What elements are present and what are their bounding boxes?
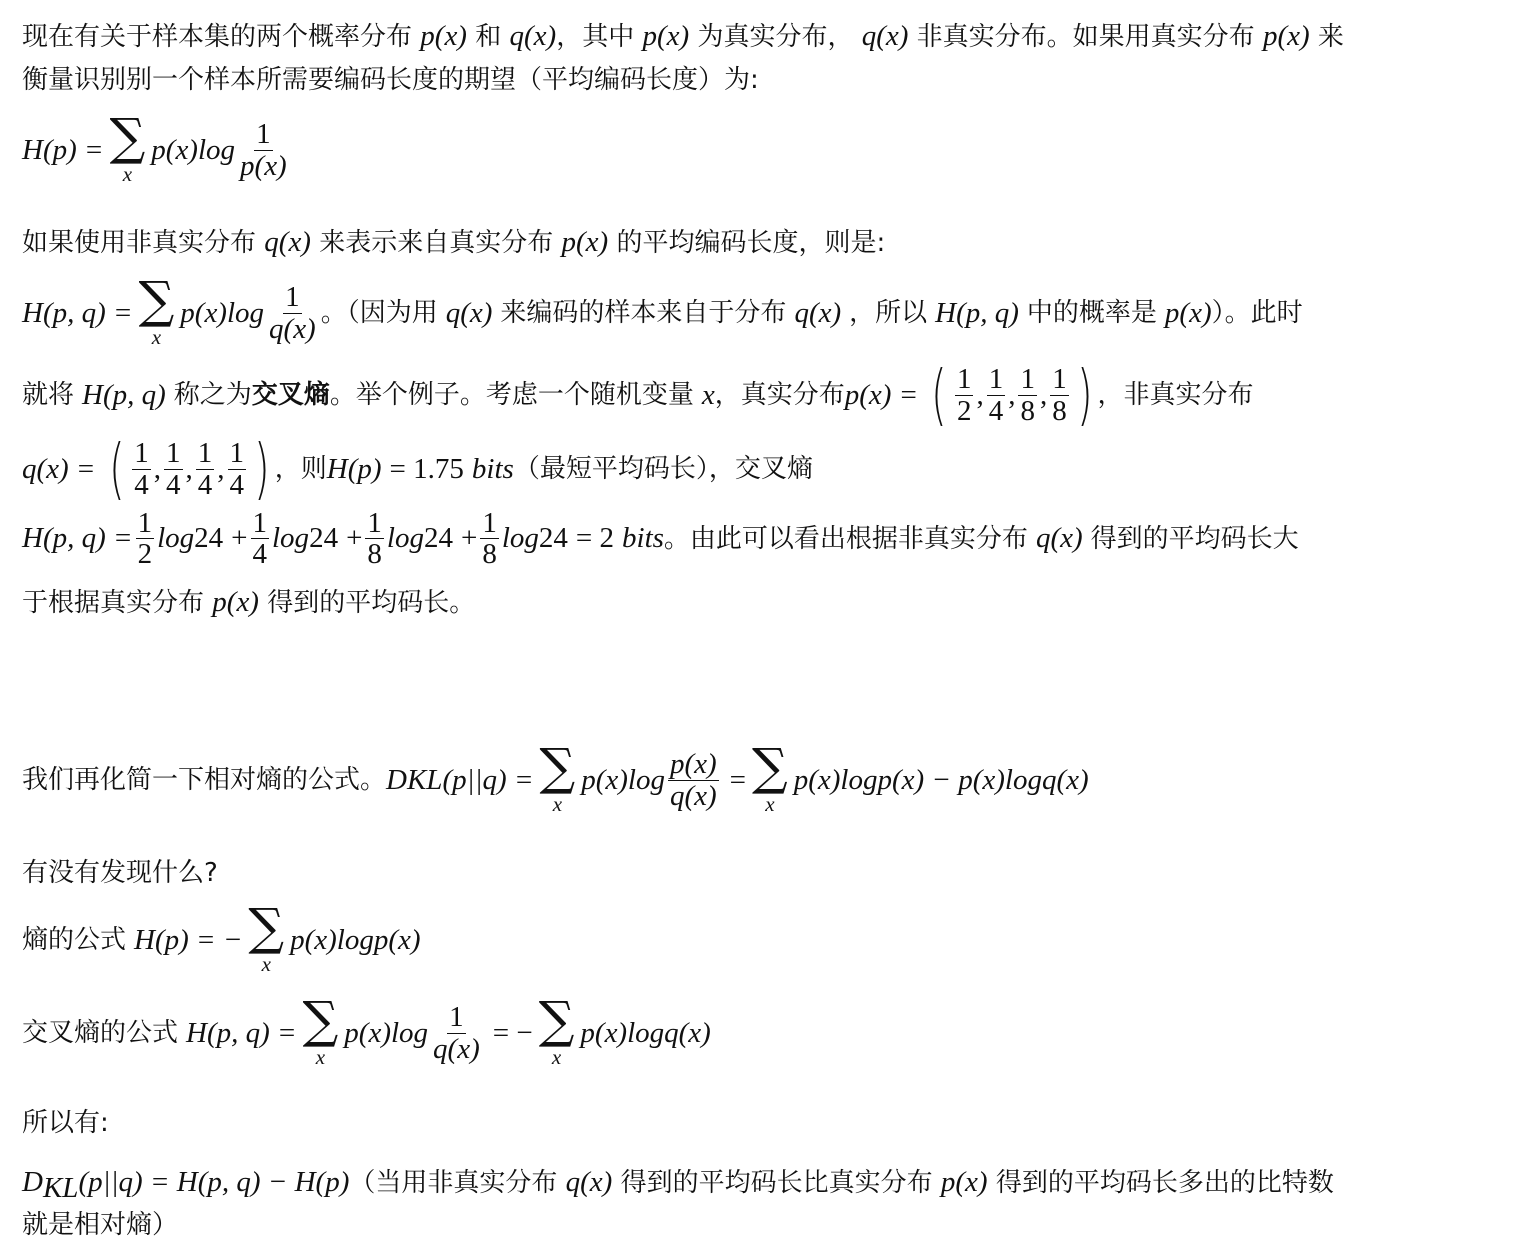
sum-symbol: ∑ x — [539, 738, 576, 816]
fraction: $\frac{1}{2}$ — [137, 507, 153, 571]
sum-symbol: ∑ x — [138, 271, 175, 349]
sum-symbol: ∑ x — [248, 898, 285, 976]
nonreal-sentence: 如果使用非真实分布 q(x) 来表示来自真实分布 p(x) 的平均编码长度，则是: — [22, 226, 886, 258]
fraction: $\frac{p(x)}{q(x)}$ — [669, 748, 717, 812]
cross-entropy-example-line: 就将 H(p, q) 称之为 交叉熵 。举个例子。考虑一个随机变量 x ，真实分布 p(x) = ( $\frac{1}{2}$ , $\frac{1}{4}$ , $\frac{1}{8}$ , $\frac{1}{8}$ ) ，非真实分布 — [22, 356, 1254, 433]
intro-line-1: 现在有关于样本集的两个概率分布 p(x) 和 q(x)，其中 p(x) 为真实分布， q(x) 非真实分布。如果用真实分布 p(x) 来 — [22, 20, 1344, 52]
fraction: $\frac{1}{8}$ — [367, 507, 382, 571]
intro-line-2: 衡量识别别一个样本所需要编码长度的期望（平均编码长度）为: — [22, 65, 759, 95]
kl-simplification-formula: 我们再化简一下相对熵的公式。 D KL (p||q) = ∑ x p(x)log $\frac{p(x)}{q(x)}$ = ∑ x p(x)logp(x) − p(x)logq(x) — [22, 738, 1089, 816]
fraction: $\frac{1}{4}$ — [166, 437, 181, 501]
sum-symbol: ∑ x — [302, 991, 339, 1069]
fraction: $\frac{1}{8}$ — [482, 507, 497, 571]
cross-entropy-formula: 交叉熵的公式 H(p, q) = ∑ x p(x)log $\frac{1}{q(x)}$ = − ∑ x p(x)logq(x) — [22, 991, 711, 1069]
kl-relation-line-2: 就是相对熵） — [22, 1210, 179, 1240]
cross-entropy-definition-formula: H(p, q) = ∑ x p(x)log $\frac{1}{q(x)}$ 。（因为用 q(x) 来编码的样本来自于分布 q(x) ，所以 H(p, q) 中的概率是 p(x) ）。此时 — [22, 271, 1303, 349]
sum-symbol: ∑ x — [538, 991, 575, 1069]
fraction: $\frac{1}{p(x)}$ — [240, 118, 287, 182]
sum-symbol: ∑ x — [752, 738, 788, 816]
entropy-formula: 熵的公式 H(p) = − ∑ x p(x)logp(x) — [22, 898, 421, 976]
sum-symbol: ∑ x — [109, 108, 146, 186]
kl-relation-line: $D_{KL}(p||q) = H(p$, q) − H(p)（当用非真实分布 q(x) 得到的平均码长比真实分布 p(x) 得到的平均码长多出的比特数 — [22, 1166, 1334, 1205]
fraction: $\frac{1}{4}$ — [252, 507, 267, 571]
fraction: $\frac{1}{q(x)}$ — [433, 1001, 480, 1065]
fraction: $\frac{1}{4}$ — [197, 437, 213, 501]
fraction: $\frac{1}{4}$ — [988, 363, 1004, 427]
therefore-line: 所以有: — [22, 1108, 109, 1138]
fraction: $\frac{1}{4}$ — [134, 437, 149, 501]
entropy-definition-formula: H(p) = ∑ x p(x)log $\frac{1}{p(x)}$ — [22, 108, 287, 186]
fraction: $\frac{1}{4}$ — [229, 437, 245, 501]
question-line: 有没有发现什么? — [22, 858, 218, 888]
fraction: $\frac{1}{8}$ — [1052, 363, 1067, 427]
fraction: $\frac{1}{2}$ — [956, 363, 972, 427]
fraction: $\frac{1}{q(x)}$ — [269, 281, 316, 345]
fraction: $\frac{1}{8}$ — [1020, 363, 1035, 427]
cross-entropy-term: 交叉熵 — [251, 380, 330, 410]
q-distribution-line: q(x) = ( $\frac{1}{4}$ , $\frac{1}{4}$ , $\frac{1}{4}$ , $\frac{1}{4}$ ) ，则 H(p) = 1.75 bits （最短平均码长），交叉熵 — [22, 430, 813, 507]
cross-entropy-conclusion: 于根据真实分布 p(x) 得到的平均码长。 — [22, 586, 476, 618]
cross-entropy-calculation: H(p, q) = $\frac{1}{2}$ log 2 4 + $\frac{1}{4}$ log 2 4 + $\frac{1}{8}$ log 2 4 + $\frac{1}{8}$ log 2 4 = 2 bits 。由此可以看出根据非真实分布 q(x) 得到的平均码长大 — [22, 507, 1299, 571]
